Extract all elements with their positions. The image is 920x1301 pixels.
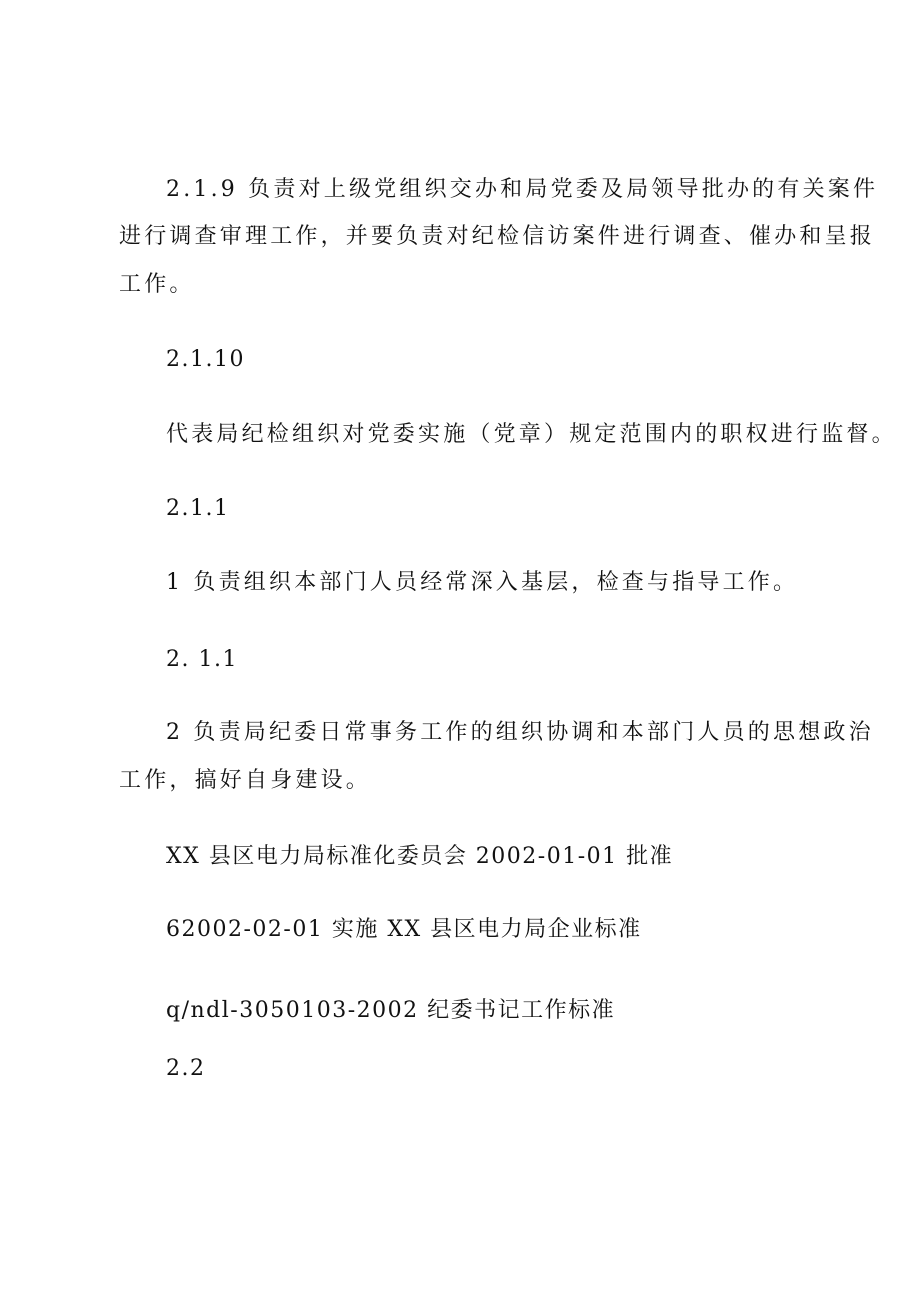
implementation-line: 62002-02-01 实施 XX 县区电力局企业标准: [166, 917, 642, 942]
paragraph-2-1-9-line-3: 工作。: [119, 272, 195, 297]
approval-line: XX 县区电力局标准化委员会 2002-01-01 批准: [166, 844, 674, 869]
section-number-2-1-1-first: 2.1.1: [166, 496, 230, 521]
paragraph-2-1-9-line-2: 进行调查审理工作，并要负责对纪检信访案件进行调查、催办和呈报: [119, 224, 876, 249]
section-number-2-1-10: 2.1.10: [166, 347, 245, 372]
paragraph-daily-affairs-line-1: 2 负责局纪委日常事务工作的组织协调和本部门人员的思想政治: [166, 720, 874, 745]
paragraph-supervision: 代表局纪检组织对党委实施（党章）规定范围内的职权进行监督。: [166, 422, 897, 447]
paragraph-2-1-9-line-1: 2.1.9 负责对上级党组织交办和局党委及局领导批办的有关案件: [166, 177, 879, 202]
section-number-2-1-1-second: 2. 1.1: [166, 647, 238, 672]
section-number-2-2: 2.2: [166, 1056, 206, 1081]
paragraph-grassroots-inspection: 1 负责组织本部门人员经常深入基层，检查与指导工作。: [166, 570, 799, 595]
standard-code-line: q/ndl-3050103-2002 纪委书记工作标准: [166, 998, 616, 1023]
paragraph-daily-affairs-line-2: 工作，搞好自身建设。: [119, 768, 372, 793]
